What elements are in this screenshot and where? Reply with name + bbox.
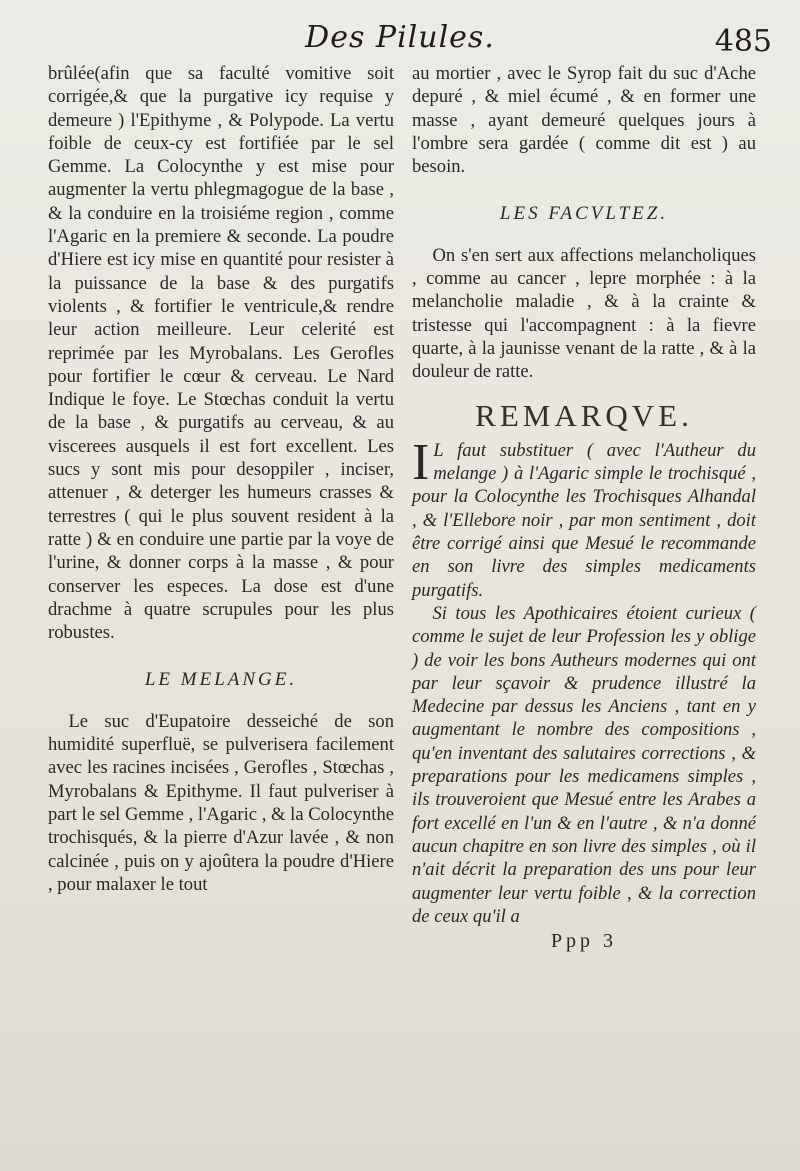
remarque-paragraph-1 <box>412 433 756 602</box>
remarque-paragraph-2: Si tous les Apothicaires étoient curieux ( comme le sujet de leur Profession les y oblige ) de voir les bons Autheurs modernes qui ont par leur sçavoir & prudence illustré la Medecine par dessus les Anciens , tant en y augmentant le nombre des compositions , qu'en inventant des salutaires corrections , & preparations pour les medicamens simples , ils trouveroient que Mesué entre les Arabes a fort excellé en l'un & en l'autre , & n'a donné aucun chapitre en son livre des simples , où il n'ait décrit la preparation des uns pour leur augmenter leur vertu foible , & la correction de ceux qu'il a <box>412 602 756 927</box>
right-paragraph-1: au mortier , avec le Syrop fait du suc d'Ache depuré , & miel écumé , & en former une masse , ayant demeuré quelques jours à l'ombre sera gardée ( comme dit est ) au besoin. <box>412 63 756 178</box>
signature-mark: Ppp 3 <box>550 930 618 953</box>
running-title: Des Pilules. <box>305 20 495 55</box>
page-number: 485 <box>714 24 772 59</box>
left-column <box>48 62 394 896</box>
remarque-paragraph-1-text: L faut substituer ( avec l'Autheur du melange ) à l'Agaric simple le trochisqué , pour la Colocynthe les Trochisques Alhandal , & l'Ellebore noir , par mon sentiment , doit être corrigé ainsi que Mesué le recommande en son livre des simples medicaments purgatifs. <box>412 439 756 601</box>
left-paragraph-1: brûlée(afin que sa faculté vomitive soit corrigée,& que la purgative icy requise y demeure ) l'Epithyme , & Polypode. La vertu foible de ceux-cy est fortifiée par le sel Gemme. La Colocynthe y est mise pour augmenter la vertu phlegmagogue de la base , & la conduire en la troisiéme region , comme l'Agaric en la premiere & seconde. La poudre d'Hiere est icy mise en quantité pour resister à la puissance de la base & des purgatifs violents , & fortifier le ventricule,& rendre leur action meilleure. Leur celerité est reprimée par les Myrobalans. Les Gerofles pour fortifier le cœur & cerveau. Le Nard Indique le foye. Le Stœchas conduit la vertu de la base , & purgatifs au cerveau, & au viscerees ausquels il est fort excellent. Les sucs y sont mis pour desoppiler , inciser, attenuer , & deterger les humeurs crasses & terrestres ( qui le plus souvent resident à la ratte ) & en conduire une partie par la voye de l'urine, & donner corps à la masse , & pour conserver les especes. La dose est d'une drachme à quatre scrupules pour les plus robustes. <box>48 63 394 644</box>
section-heading-melange: LE MELANGE. <box>144 669 298 691</box>
drop-cap: I <box>412 433 430 491</box>
section-heading-facultez: LES FACVLTEZ. <box>499 203 669 225</box>
section-heading-remarque: REMARQVE. <box>475 397 693 433</box>
right-paragraph-2: On s'en sert aux affections melancholiques , comme au cancer , lepre morphée : à la melancholie maladie , & à la crainte & tristesse qui l'accompagnent : à la fievre quarte, à la jaunisse venant de la ratte , & à la douleur de ratte. <box>412 244 756 383</box>
left-paragraph-2: Le suc d'Eupatoire desseiché de son humidité superfluë, se pulverisera facilement avec les racines incisées , Gerofles , Stœchas , Myrobalans & Epithyme. Il faut pulveriser à part le sel Gemme , l'Agaric , & la Colocynthe trochisqués, & la pierre d'Azur lavée , & non calcinée , puis on y ajoûtera la poudre d'Hiere , pour malaxer le tout <box>48 710 394 895</box>
right-column <box>412 62 756 953</box>
